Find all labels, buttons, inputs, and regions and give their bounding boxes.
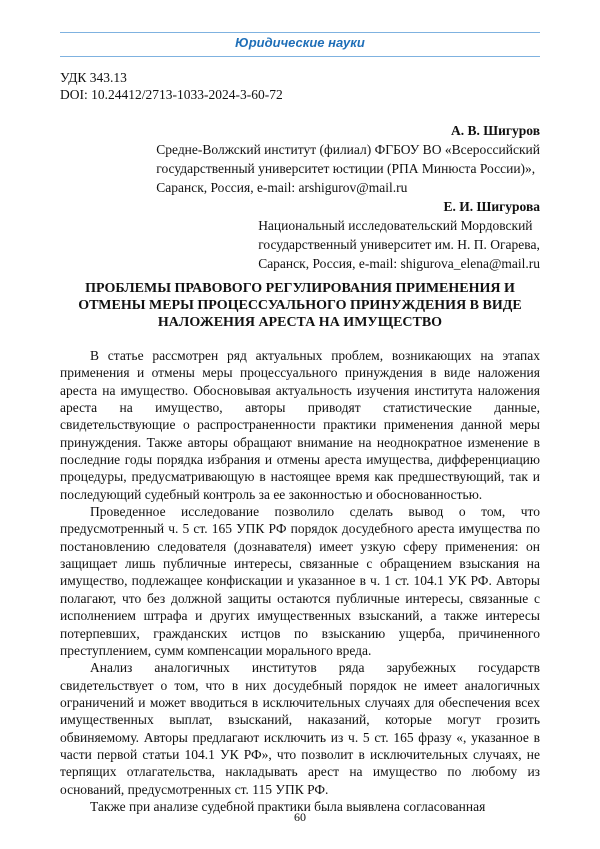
article-body [60,347,540,815]
author-name: А. В. Шигуров [451,123,540,138]
author-block-2 [258,197,540,273]
header-rule-top [60,32,540,33]
title-line: ПРОБЛЕМЫ ПРАВОВОГО РЕГУЛИРОВАНИЯ ПРИМЕНЕНИЯ И [85,281,515,296]
affiliation-line: Саранск, Россия, e-mail: shigurova_elena@mail.ru [258,256,540,271]
body-paragraph: Анализ аналогичных институтов ряда зарубежных государств свидетельствует о том, что в них досудебный порядок не имеет аналогичных ограничений и может вводиться в исключительных случаях для обеспечения всех имущественных выплат, взысканий, наказаний, которые могут грозить обвиняемому. Авторы предлагают исключить из ч. 5 ст. 165 фразу «, указанное в части первой статьи 104.1 УК РФ», что позволит в исключительных случаях, не терпящих отлагательства, накладывать арест на имущество по любому из оснований, предусмотренных ст. 115 УПК РФ. [60,660,540,797]
doi: DOI: 10.24412/2713-1033-2024-3-60-72 [60,87,283,102]
udc-code: УДК 343.13 [60,70,127,85]
journal-header [60,28,540,60]
header-rule-bottom [60,56,540,57]
body-paragraph: Также при анализе судебной практики была выявлена согласованная [90,798,486,814]
author-block-1 [156,121,540,197]
title-line: ОТМЕНЫ МЕРЫ ПРОЦЕССУАЛЬНОГО ПРИНУЖДЕНИЯ В ВИДЕ [78,298,522,313]
article-title [60,280,540,331]
title-line: НАЛОЖЕНИЯ АРЕСТА НА ИМУЩЕСТВО [157,315,443,330]
body-paragraph: Проведенное исследование позволило сделать вывод о том, что предусмотренный ч. 5 ст. 165 УПК РФ порядок досудебного ареста имущества по постановлению следователя (дознавателя) имеет узкую сферу применения: он защищает лишь публичные интересы, связанные с обращением взыскания на имущество, подлежащее конфискации и указанное в ч. 1 ст. 104.1 УК РФ. Авторы полагают, что без должной защиты остаются публичные интересы, связанные с исполнением штрафа и других имущественных взысканий, а также интересы потерпевших, гражданских истцов по взысканию ущерба, причиненного преступлением, сумм компенсации морального вреда. [60,504,540,658]
body-paragraph: В статье рассмотрен ряд актуальных проблем, возникающих на этапах применения и отмены меры процессуального принуждения в виде наложения ареста на имущество. Обосновывая актуальность изучения института наложения ареста на имущество, авторы приводят статистические данные, свидетельствующие о распространенности практики применения данной меры принуждения. Также авторы обращают внимание на неоднократное изменение в последние годы порядка избрания и отмены ареста имущества, дифференциацию процедуры, предусматривающую в настоящее время как предшествующий, так и последующий судебный контроль за ее законностью и обоснованностью. [60,348,540,502]
article-meta [60,69,283,103]
affiliation-line: государственный университет юстиции (РПА Минюста России)», [156,161,536,176]
author-affiliation [258,216,540,273]
author-name: Е. И. Шигурова [443,199,540,214]
affiliation-line: Средне-Волжский институт (филиал) ФГБОУ ВО «Всероссийский [156,142,540,157]
page-number: 60 [294,810,306,824]
affiliation-line: Национальный исследовательский Мордовский [258,218,533,233]
journal-section-title: Юридические науки [235,35,365,50]
affiliation-line: государственный университет им. Н. П. Огарева, [258,237,540,252]
affiliation-line: Саранск, Россия, e-mail: arshigurov@mail.ru [156,180,408,195]
author-affiliation [156,140,540,197]
